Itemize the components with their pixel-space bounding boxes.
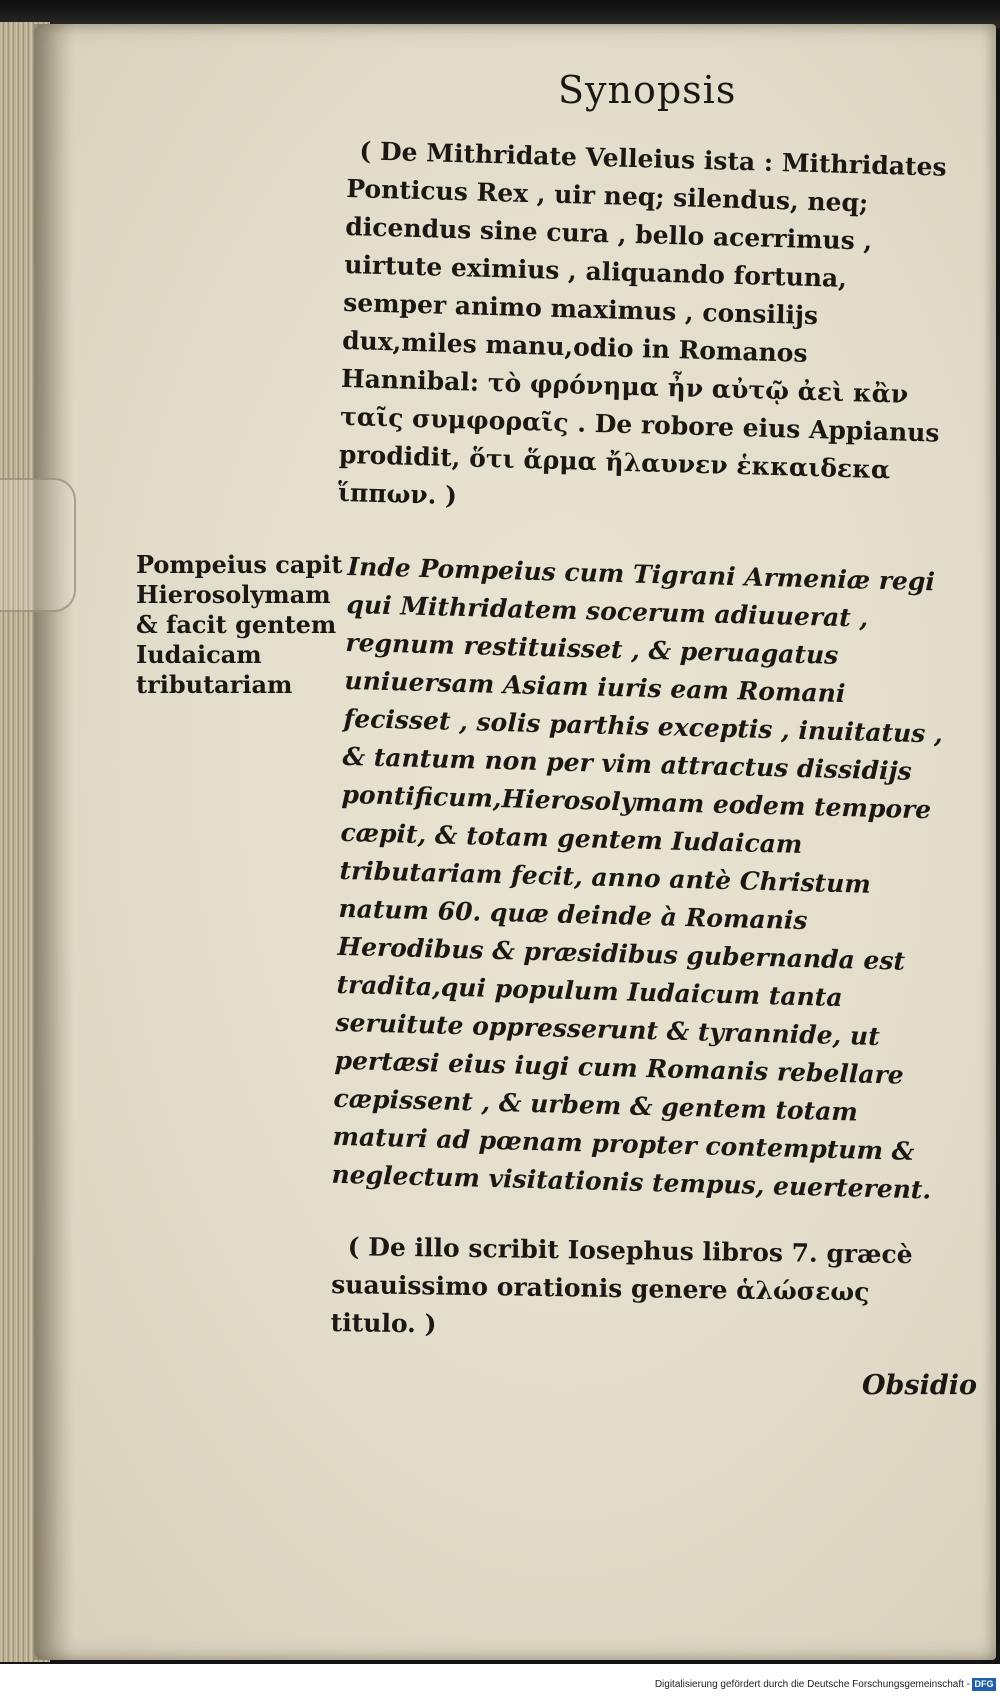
running-title: Synopsis: [558, 68, 737, 112]
margin-note: Pompeius capit Hierosolymam & facit gentem Iudaicam tributariam: [136, 550, 343, 699]
page-clip-icon: [0, 478, 76, 612]
spine-shadow: [34, 24, 74, 1660]
dfg-logo: DFG: [972, 1678, 996, 1691]
catchword: Obsidio: [862, 1370, 978, 1401]
paragraph-iosephus: ( De illo scribit Iosephus libros 7. græcè suauissimo orationis genere ἁλώσεως titulo. ): [330, 1232, 913, 1339]
paragraph-mithridates: ( De Mithridate Velleius ista : Mithridates Ponticus Rex , uir neq; silendus, neq; dicendus sine cura , bello acerrimus , uirtute eximius , aliquando fortuna, semper animo maximus , consilijs dux,miles manu,odio in Romanos Hannibal: τὸ φρόνημα ἦν αὐτῷ ἀεὶ κἂν ταῖς συμφοραῖς . De robore eius Appianus prodidit, ὅτι ἅρμα ἤλαυνεν ἑκκαιδεκα ἵππων. ): [337, 136, 947, 511]
paragraph-pompeius: Inde Pompeius cum Tigrani Armeniæ regi qui Mithridatem socerum adiuuerat , regnum restituisset , & peruagatus uniuersam Asiam iuris eam Romani fecisset , solis parthis exceptis , inuitatus , & tantum non per vim attractus dissidijs pontificum,Hierosolymam eodem tempore cæpit, & totam gentem Iudaicam tributariam fecit, anno antè Christum natum 60. quæ deinde à Romanis Herodibus & præsidibus gubernanda est tradita,qui populum Iudaicum tanta seruitute oppresserunt & tyrannide, ut pertæsi eius iugi cum Romanis rebellare cæpissent , & urbem & gentem totam maturi ad pœnam propter contemptum & neglectum visitationis tempus, euerterent.: [331, 551, 944, 1205]
digitization-credit: Digitalisierung gefördert durch die Deutsche Forschungsgemeinschaft -: [654, 1679, 970, 1690]
